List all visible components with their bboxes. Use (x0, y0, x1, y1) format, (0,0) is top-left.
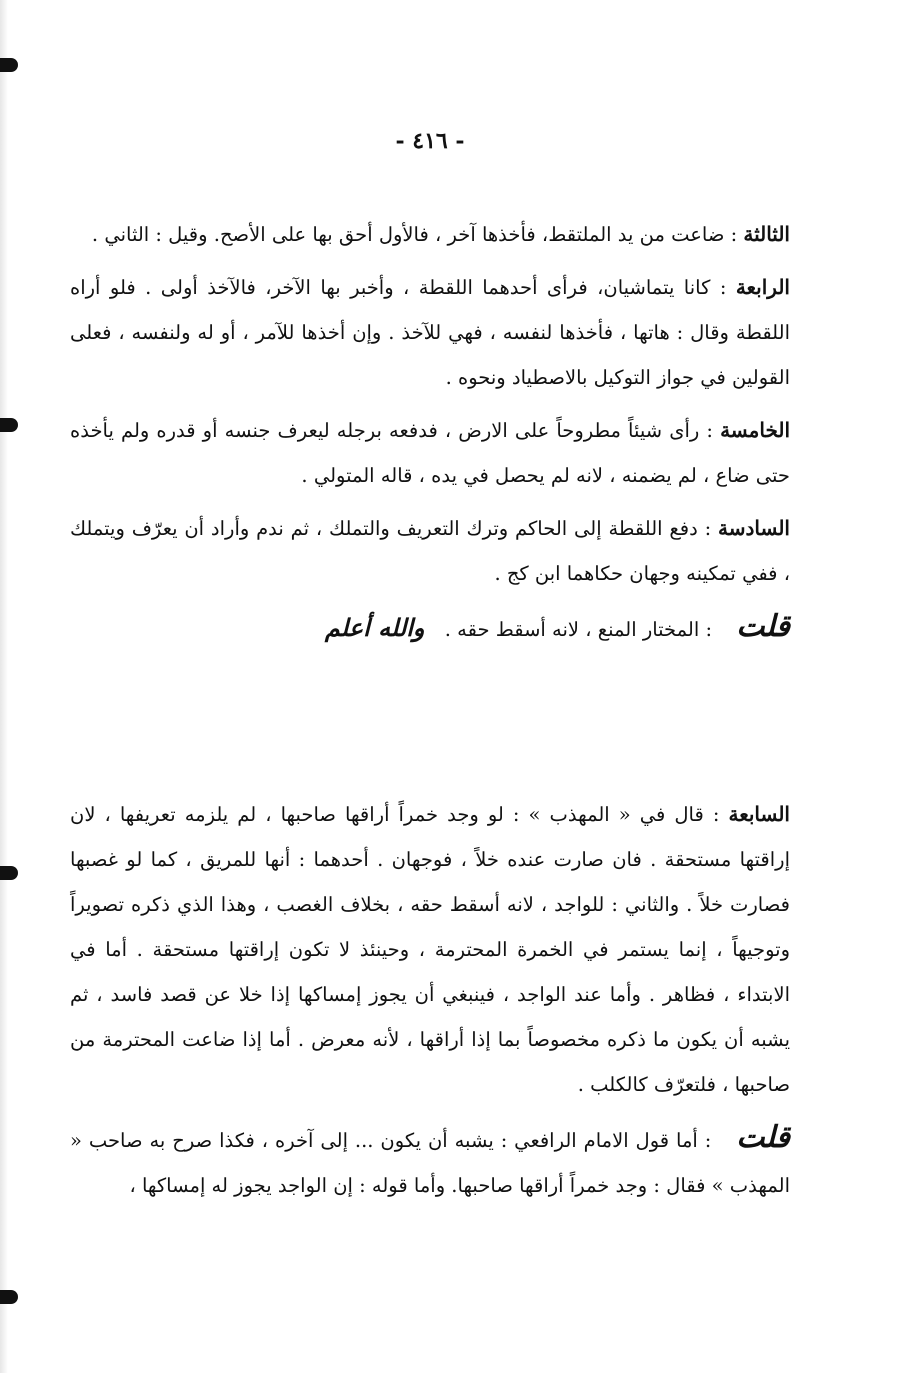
paragraph-qult-1 (70, 604, 790, 652)
paragraph-text: : قال في « المهذب » : لو وجد خمراً أراقها صاحبها ، لم يلزمه تعريفها ، لان إراقتها مستحقة . فان صارت عنده خلاً ، فوجهان . أحدهما : أنها للمريق ، كما لو غصبها فصارت خلاً . والثاني : للواجد ، لانه أسقط حقه ، بخلاف الغصب ، وهذا الذي ذكره تصويراً وتوجيهاً ، إنما يستمر في الخمرة المحترمة ، وحينئذ لا تكون إراقتها مستحقة . أما في الابتداء ، فظاهر . وأما عند الواجد ، فينبغي أن يجوز إمساكها إذا خلا عن قصد فاسد ، ثم يشبه أن يكون ما ذكره مخصوصاً بما إذا أراقها ، لأنه معرض . أما إذا ضاعت المحترمة من صاحبها ، فلتعرّف كالكلب . (70, 803, 790, 1096)
paragraph-label: السادسة (718, 516, 790, 540)
page-fold-shade (0, 0, 8, 1373)
paragraph-text: : رأى شيئاً مطروحاً على الارض ، فدفعه برجله ليعرف جنسه أو قدره ولم يأخذه حتى ضاع ، لم يضمنه ، لانه لم يحصل في يده ، قاله المتولي . (70, 419, 790, 487)
paragraph-text: : ضاعت من يد الملتقط، فأخذها آخر ، فالأول أحق بها على الأصح. وقيل : الثاني . (91, 223, 738, 246)
paragraph-text: : أما قول الامام الرافعي : يشبه أن يكون ... إلى آخره ، فكذا صرح به صاحب « المهذب » فقال : وجد خمراً أراقها صاحبها. وأما قوله : إن الواجد يجوز له إمساكها ، (70, 1129, 790, 1197)
paragraph-label: الثالثة (743, 222, 790, 246)
page-number: - ٤١٦ - (395, 128, 465, 154)
edge-mark (0, 58, 18, 72)
paragraph-fifth (70, 408, 790, 498)
text-block-upper (70, 212, 790, 660)
text-block-lower (70, 792, 790, 1216)
paragraph-text: : كانا يتماشيان، فرأى أحدهما اللقطة ، وأخبر بها الآخر، فالآخذ أولى . فلو أراه اللقطة وقال : هاتها ، فأخذها لنفسه ، فهي للآخذ . وإن أخذها للآمر ، أو له ولنفسه ، فعلى القولين في جواز التوكيل بالاصطياد ونحوه . (70, 276, 790, 389)
paragraph-sixth (70, 506, 790, 596)
paragraph-qult-2 (70, 1115, 790, 1208)
paragraph-label: الخامسة (720, 418, 791, 442)
qult-label: قلت (736, 609, 790, 644)
qult-label: قلت (736, 1120, 791, 1155)
paragraph-text: : دفع اللقطة إلى الحاكم وترك التعريف والتملك ، ثم ندم وأراد أن يعرّف ويتملك ، ففي تمكينه وجهان حكاهما ابن كج . (70, 517, 790, 585)
paragraph-label: الرابعة (735, 275, 790, 299)
paragraph-seventh (70, 792, 790, 1107)
paragraph-third (70, 212, 790, 257)
paragraph-label: السابعة (728, 802, 790, 826)
paragraph-fourth (70, 265, 790, 400)
closing-phrase: والله أعلم (324, 613, 425, 642)
edge-mark (0, 418, 18, 432)
edge-mark (0, 866, 18, 880)
paragraph-text: : المختار المنع ، لانه أسقط حقه . (444, 618, 713, 641)
edge-mark (0, 1290, 18, 1304)
